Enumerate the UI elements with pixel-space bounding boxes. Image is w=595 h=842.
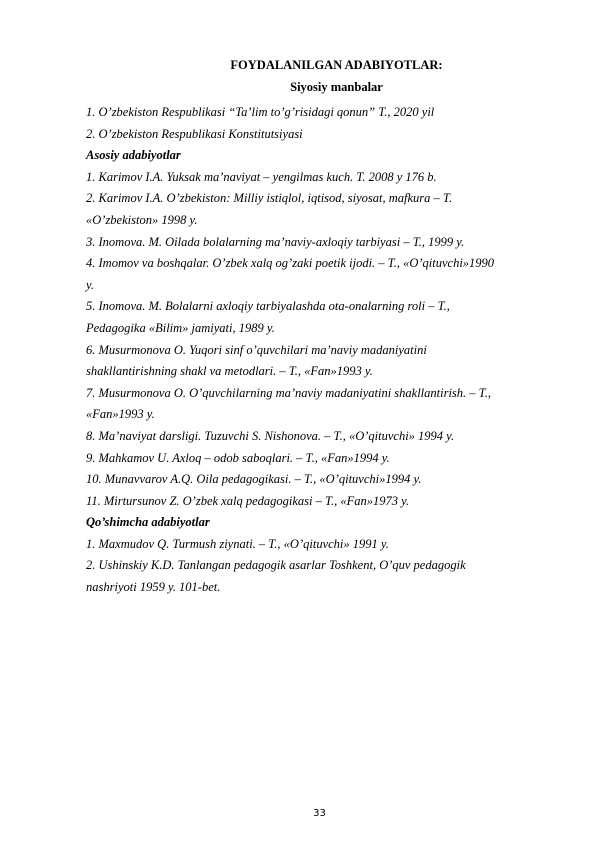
bibliography-line: 8. Ma’naviyat darsligi. Tuzuvchi S. Nishonova. – T., «O’qituvchi» 1994 y. [86, 428, 455, 443]
section-heading: Asosiy adabiyotlar [86, 148, 181, 163]
bibliography-line: «O’zbekiston» 1998 y. [86, 212, 198, 227]
bibliography-list [86, 102, 552, 599]
section-heading: Qo’shimcha adabiyotlar [86, 515, 210, 530]
page-number: 33 [313, 808, 326, 819]
bibliography-line: 1. Maxmudov Q. Turmush ziynati. – T., «O’qituvchi» 1991 y. [86, 536, 389, 551]
bibliography-line: Pedagogika «Bilim» jamiyati, 1989 y. [86, 320, 275, 335]
bibliography-line: 1. O’zbekiston Respublikasi “Ta’lim to’g’risidagi qonun” T., 2020 yil [86, 105, 435, 119]
bibliography-line: 1. Karimov I.A. Yuksak ma’naviyat – yengilmas kuch. T. 2008 y 176 b. [86, 169, 437, 184]
section-subtitle: Siyosiy manbalar [290, 80, 383, 94]
bibliography-line: shakllantirishning shakl va metodlari. – T., «Fan»1993 y. [86, 364, 373, 379]
bibliography-line: 11. Mirtursunov Z. O’zbek xalq pedagogikasi – T., «Fan»1973 y. [86, 493, 410, 508]
bibliography-line: 4. Imomov va boshqalar. O’zbek xalq og’zaki poetik ijodi. – T., «O’qituvchi»1990 [86, 256, 495, 271]
bibliography-line: 2. Ushinskiy K.D. Tanlangan pedagogik asarlar Toshkent, O’quv pedagogik [86, 558, 466, 573]
page-title: FOYDALANILGAN ADABIYOTLAR: [230, 58, 443, 72]
bibliography-line: 10. Munavvarov A.Q. Oila pedagogikasi. – T., «O’qituvchi»1994 y. [86, 472, 422, 487]
bibliography-line: 2. Karimov I.A. O’zbekiston: Milliy istiqlol, iqtisod, siyosat, mafkura – T. [86, 191, 453, 206]
bibliography-line: 7. Musurmonova O. O’quvchilarning ma’naviy madaniyatini shakllantirish. – T., [86, 385, 491, 400]
bibliography-line: 5. Inomova. M. Bolalarni axloqiy tarbiyalashda ota-onalarning roli – T., [86, 299, 450, 314]
bibliography-line: 3. Inomova. M. Oilada bolalarning ma’naviy-axloqiy tarbiyasi – T., 1999 y. [86, 234, 465, 249]
bibliography-line: «Fan»1993 y. [86, 407, 155, 422]
bibliography-line: 9. Mahkamov U. Axloq – odob saboqlari. – T., «Fan»1994 y. [86, 450, 390, 465]
bibliography-line: 2. O’zbekiston Respublikasi Konstitutsiyasi [86, 126, 303, 141]
bibliography-line: 6. Musurmonova O. Yuqori sinf o’quvchilari ma’naviy madaniyatini [86, 342, 427, 357]
bibliography-line: nashriyoti 1959 y. 101-bet. [86, 580, 221, 595]
bibliography-line: y. [86, 277, 94, 292]
